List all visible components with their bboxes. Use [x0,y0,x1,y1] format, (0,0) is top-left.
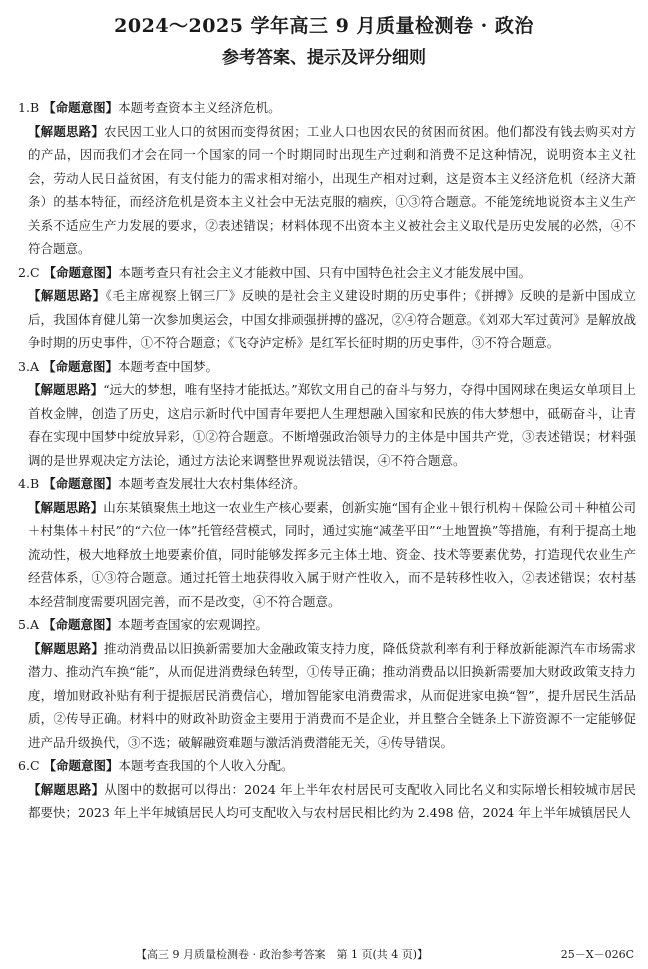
question-answer: A [29,358,39,374]
question-header [18,613,636,637]
analysis-paragraph [18,120,636,261]
intent-text: 本题考查国家的宏观调控。 [117,617,268,632]
question-header [18,754,636,778]
analysis-text: 农民因工业人口的贫困而变得贫困；工业人口也因农民的贫困而贫困。他们都没有钱去购买对方的产品，因而我们才会在同一个国家的同一个时期同时出现生产过剩和消费不足这种情况，说明资本主义社会，劳动人民日益贫困，有支付能力的需求相对缩小，出现生产相对过剩，这是资本主义经济危机（经济大萧条）的基本特征，而经济危机是资本主义社会中无法克服的痼疾，①③符合题意。不能笼统地说资本主义生产关系不适应生产力发展的要求，②表述错误；材料体现不出资本主义被社会主义取代是历史发展的必然，④不符合题意。 [28,123,636,256]
question-header [18,355,636,379]
intent-tag: 【命题意图】 [43,758,119,773]
intent-text: 本题考查资本主义经济危机。 [118,100,281,115]
intent-tag: 【命题意图】 [42,617,118,632]
question-item [18,472,636,613]
question-item [18,754,636,825]
question-item [18,355,636,473]
question-answer: A [29,617,39,632]
analysis-tag: 【解题思路】 [28,288,106,303]
intent-tag: 【命题意图】 [43,264,119,280]
page-footer [0,946,648,964]
analysis-text: 山东某镇聚焦土地这一农业生产核心要素，创新实施“国有企业＋银行机构＋保险公司＋种植公司＋村集体＋村民”的“六位一体”托管经营模式，同时，通过实施“减垄平田”“土地置换”等措施，有利于提高土地流动性，极大地释放土地要素价值，同时能够发挥多元主体土地、资金、技术等要素优势，打造现代农业生产经营体系，①③符合题意。通过托管土地获得收入属于财产性收入，而不是转移性收入，②表述错误；农村基本经营制度需要巩固完善，而不是改变，④不符合题意。 [28,499,636,609]
page-title: 2024～2025 学年高三 9 月质量检测卷 · 政治 [114,15,534,37]
analysis-tag: 【解题思路】 [28,123,105,139]
question-answer: B [29,100,40,115]
analysis-tag: 【解题思路】 [28,382,104,397]
question-answer: B [29,476,40,491]
intent-text: 本题考查只有社会主义才能救中国、只有中国特色社会主义才能发展中国。 [118,264,532,280]
analysis-text: 推动消费品以旧换新需要加大金融政策支持力度，降低贷款利率有利于释放新能源汽车市场需求潜力、推动汽车换“能”，从而促进消费绿色转型，①传导正确；推动消费品以旧换新需要加大财政政策支持力度，增加财政补贴有利于提振居民消费信心，增加智能家电消费需求，从而促进家电换“智”，提升居民生活品质，②传导正确。材料中的财政补助资金主要用于消费而不是企业，并且整合全链条上下游资源不一定能够促进产品升级换代，③不选；破解融资难题与激活消费潜能无关，④传导错误。 [28,640,636,750]
intent-text: 本题考查发展壮大农村集体经济。 [118,476,306,491]
footer-page-info: 【高三 9 月质量检测卷 · 政治参考答案 第 1 页(共 4 页)】 [136,948,429,961]
question-number: 6. [18,758,30,773]
analysis-paragraph [18,378,636,472]
answer-list [18,96,636,825]
question-number: 3. [18,358,30,374]
question-number: 4. [18,476,30,491]
intent-tag: 【命题意图】 [43,476,119,491]
question-header [18,261,636,285]
intent-tag: 【命题意图】 [42,358,118,374]
intent-text: 本题考查中国梦。 [117,358,218,374]
analysis-text: “远大的梦想，唯有坚持才能抵达。”郑钦文用自己的奋斗与努力，夺得中国网球在奥运女单项目上首枚金牌，创造了历史，这启示新时代中国青年要把人生理想融入国家和民族的伟大梦想中，砥砺奋斗，让青春在实现中国梦中绽放异彩，①②符合题意。不断增强政治领导力的主体是中国共产党，③表述错误；材料强调的是世界观决定方法论，通过方法论来调整世界观说法错误，④不符合题意。 [28,382,636,468]
analysis-paragraph [18,637,636,755]
page-subtitle: 参考答案、提示及评分细则 [222,48,426,68]
question-header [18,96,636,120]
intent-text: 本题考查我国的个人收入分配。 [118,758,294,773]
analysis-text: 《毛主席视察上钢三厂》反映的是社会主义建设时期的历史事件；《拼搏》反映的是新中国成立后，我国体育健儿第一次参加奥运会，中国女排顽强拼搏的盛况，②④符合题意。《刘邓大军过黄河》是解放战争时期的历史事件，①不符合题意；《飞夺泸定桥》是红军长征时期的历史事件，③不符合题意。 [28,288,636,350]
analysis-text: 从图中的数据可以得出：2024 年上半年农村居民可支配收入同比名义和实际增长相较城市居民都要快；2023 年上半年城镇居民人均可支配收入与农村居民相比约为 2.498 倍，2024 年上半年城镇居民人 [28,781,636,820]
analysis-tag: 【解题思路】 [28,499,104,515]
question-number: 2. [18,264,30,280]
question-header [18,472,636,496]
intent-tag: 【命题意图】 [43,100,119,115]
question-number: 1. [18,100,30,115]
question-answer: C [29,264,40,280]
question-item [18,613,636,754]
analysis-paragraph [18,496,636,614]
analysis-tag: 【解题思路】 [28,781,105,797]
question-item [18,261,636,355]
analysis-paragraph [18,778,636,825]
question-item [18,96,636,261]
analysis-tag: 【解题思路】 [28,640,105,656]
question-answer: C [29,758,40,773]
analysis-paragraph [18,284,636,355]
question-number: 5. [18,617,30,632]
footer-code: 25－X－026C [560,948,634,961]
